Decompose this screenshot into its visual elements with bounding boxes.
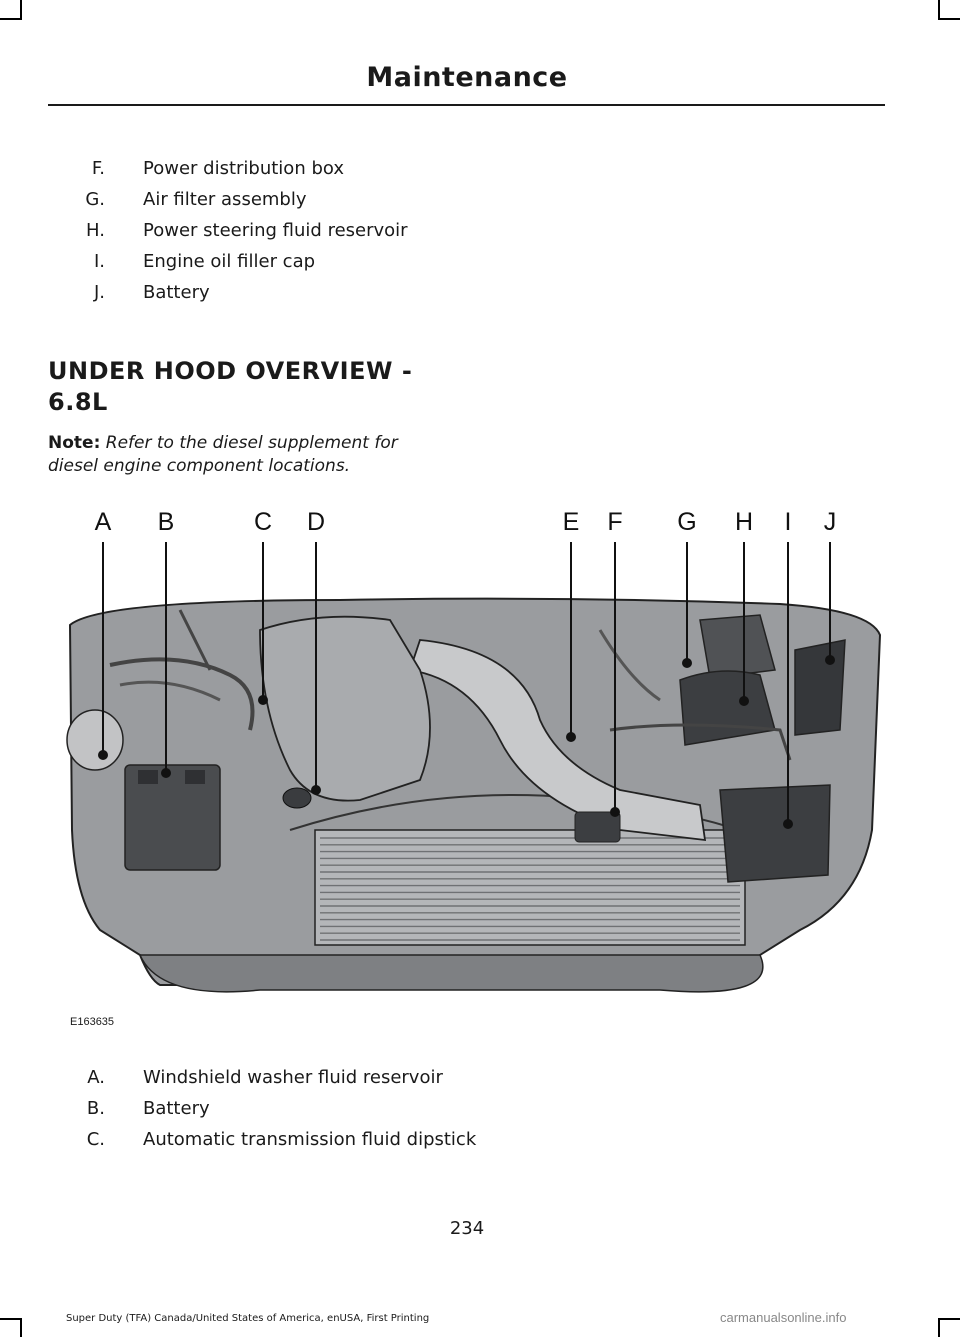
- callout-label-j: J: [823, 508, 837, 536]
- callout-dot-i: [783, 819, 793, 829]
- crop-mark: [938, 1318, 940, 1337]
- oil-cap: [283, 788, 311, 808]
- callout-label-e: E: [562, 508, 580, 536]
- figure-id: E163635: [70, 1016, 115, 1028]
- legend-text: Power steering fluid reservoir: [143, 220, 408, 241]
- watermark: carmanualsonline.info: [720, 1310, 847, 1325]
- callout-dot-e: [566, 732, 576, 742]
- legend-text: Engine oil filler cap: [143, 251, 316, 272]
- legend-text: Battery: [143, 1098, 210, 1119]
- legend-item: [0, 251, 316, 275]
- battery-right-upper: [795, 640, 845, 735]
- legend-item: [0, 158, 344, 182]
- legend-letter: G.: [85, 189, 105, 210]
- header-divider: [48, 104, 885, 106]
- callout-label-d: D: [306, 508, 326, 536]
- note: [48, 432, 448, 478]
- washer-reservoir: [67, 710, 123, 770]
- callout-label-g: G: [677, 508, 697, 536]
- legend-item: [0, 220, 408, 244]
- radiator: [315, 830, 745, 945]
- legend-text: Automatic transmission fluid dipstick: [143, 1129, 477, 1150]
- legend-letter: C.: [86, 1129, 105, 1150]
- legend-letter: A.: [87, 1067, 105, 1088]
- crop-mark: [20, 0, 22, 20]
- crop-mark: [938, 0, 940, 20]
- callout-dot-g: [682, 658, 692, 668]
- legend-text: Windshield washer fluid reservoir: [143, 1067, 443, 1088]
- legend-item: [0, 1067, 443, 1091]
- legend-item: [0, 1129, 477, 1153]
- legend-letter: F.: [91, 158, 105, 179]
- bumper-shadow: [140, 955, 763, 992]
- battery-right: [720, 785, 830, 882]
- section-heading-line: UNDER HOOD OVERVIEW -: [48, 357, 413, 385]
- note-label: Note:: [48, 433, 101, 453]
- callout-dot-j: [825, 655, 835, 665]
- callout-dot-b: [161, 768, 171, 778]
- legend-text: Air filter assembly: [143, 189, 307, 210]
- footer-text: Super Duty (TFA) Canada/United States of America, enUSA, First Printing: [66, 1313, 430, 1324]
- callout-label-a: A: [94, 508, 112, 536]
- callout-label-c: C: [253, 508, 273, 536]
- section-heading: [48, 356, 468, 418]
- page-title: Maintenance: [366, 62, 568, 93]
- callout-dot-f: [610, 807, 620, 817]
- callout-dot-d: [311, 785, 321, 795]
- battery-terminal: [185, 770, 205, 784]
- callout-label-f: F: [607, 508, 623, 536]
- battery-terminal: [138, 770, 158, 784]
- callout-dot-a: [98, 750, 108, 760]
- engine-bay-illustration: [60, 500, 890, 1035]
- callout-dot-h: [739, 696, 749, 706]
- legend-letter: I.: [93, 251, 105, 272]
- callout-label-h: H: [734, 508, 754, 536]
- page-number: 234: [449, 1218, 485, 1239]
- callout-label-b: B: [157, 508, 175, 536]
- crop-mark: [0, 1318, 22, 1320]
- legend-item: [0, 1098, 210, 1122]
- legend-letter: J.: [93, 282, 105, 303]
- callout-label-i: I: [784, 508, 792, 536]
- note-text: Refer to the diesel supplement for diesel engine component locations.: [48, 433, 398, 476]
- legend-text: Battery: [143, 282, 210, 303]
- legend-item: [0, 282, 210, 306]
- legend-letter: B.: [86, 1098, 105, 1119]
- callout-dot-c: [258, 695, 268, 705]
- section-heading-line: 6.8L: [48, 388, 108, 416]
- legend-letter: H.: [86, 220, 105, 241]
- legend-item: [0, 189, 307, 213]
- crop-mark: [20, 1318, 22, 1337]
- crop-mark: [0, 18, 22, 20]
- legend-text: Power distribution box: [143, 158, 344, 179]
- engine-bay-figure: [60, 500, 890, 1035]
- crop-mark: [938, 18, 960, 20]
- crop-mark: [938, 1318, 960, 1320]
